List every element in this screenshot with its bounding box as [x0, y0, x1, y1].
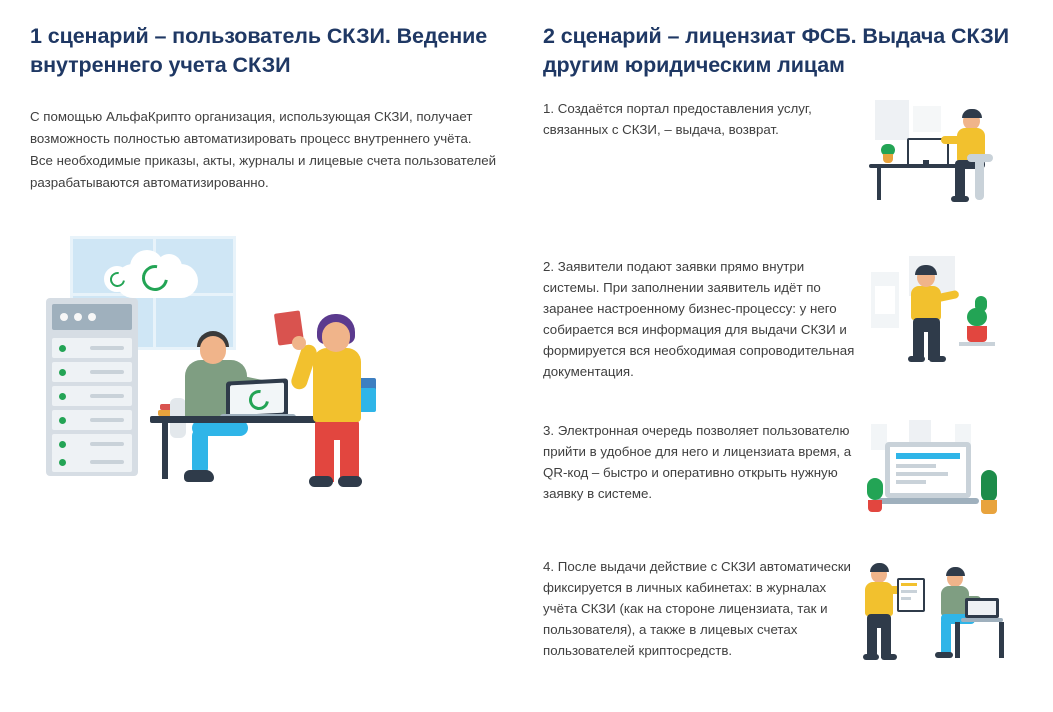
standing-person-body	[313, 348, 361, 422]
laptop-queue-illustration	[863, 420, 1013, 530]
step-row-2	[543, 256, 1033, 382]
person-at-desktop-illustration	[863, 98, 1013, 208]
seated-person-shin	[192, 428, 208, 476]
standing-person-hand	[292, 336, 306, 350]
two-people-with-laptop-illustration	[863, 556, 1013, 666]
person-with-document-illustration	[863, 256, 1013, 366]
seated-person-head	[200, 336, 226, 364]
standing-person-shoe-left	[309, 476, 333, 487]
step-2-text: 2. Заявители подают заявки прямо внутри системы. При заполнении заявитель идёт по заранее настроенному бизнес-процессу: у него собирается вся информация для выдачи СКЗИ и формируется вся необходимая сопроводительная документация.	[543, 259, 855, 379]
left-column-intro-text: С помощью АльфаКрипто организация, использующая СКЗИ, получает возможность полностью автоматизировать процесс внутреннего учёта. Все необходимые приказы, акты, журналы и лицевые счета пользователей разрабатываются автоматизированно.	[30, 109, 497, 190]
step-row-4	[543, 556, 1033, 666]
server-rack-and-team-illustration	[30, 228, 510, 488]
left-column	[30, 22, 510, 207]
step-3-text: 3. Электронная очередь позволяет пользователю прийти в удобное для него и лицензиата время, а QR-код – быстро и оперативно открыть нужную заявку в системе.	[543, 423, 852, 501]
standing-person-head	[322, 322, 350, 352]
step-1-text: 1. Создаётся портал предоставления услуг, связанных с СКЗИ, – выдача, возврат.	[543, 101, 812, 137]
rack-crypto-badge-icon	[104, 266, 130, 292]
standing-person-shoe-right	[338, 476, 362, 487]
desk-leg-left	[162, 423, 168, 479]
step-row-1	[543, 98, 1033, 208]
right-column	[543, 22, 1033, 80]
step-row-3	[543, 420, 1033, 530]
server-rack-graphic	[46, 298, 138, 476]
left-column-heading: 1 сценарий – пользователь СКЗИ. Ведение внутреннего учета СКЗИ	[30, 24, 488, 77]
right-column-heading: 2 сценарий – лицензиат ФСБ. Выдача СКЗИ другим юридическим лицам	[543, 24, 1009, 77]
step-4-text: 4. После выдачи действие с СКЗИ автоматически фиксируется в личных кабинетах: в журналах учёта СКЗИ (как на стороне лицензиата, так и пользователя), а также в лицевых счетах пользователей криптосредств.	[543, 559, 851, 658]
seated-person-shoe	[184, 470, 214, 482]
